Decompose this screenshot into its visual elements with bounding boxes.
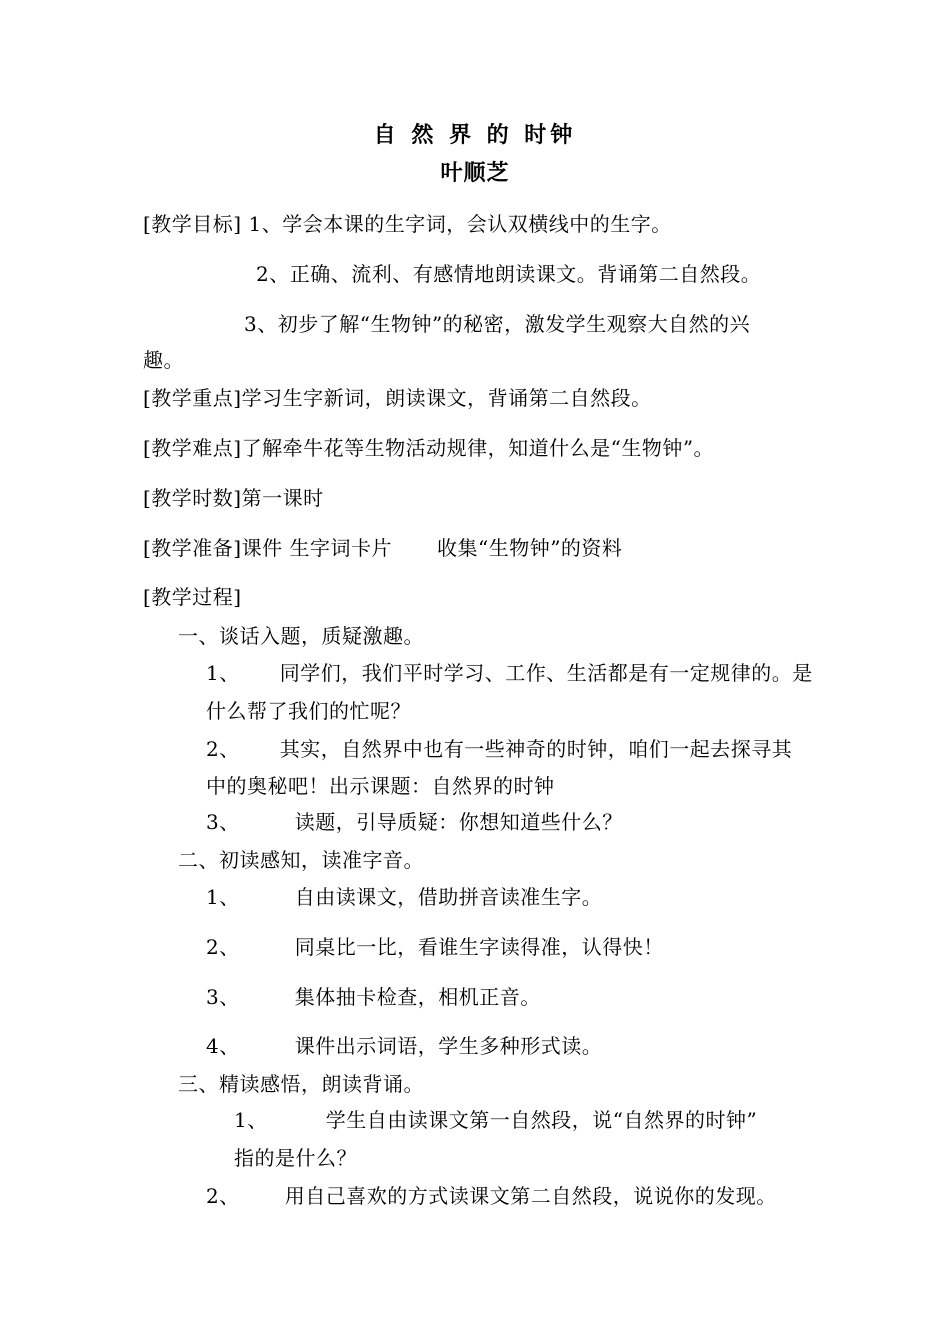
item-number: 1、 bbox=[234, 1108, 268, 1132]
item-text: 学生自由读课文第一自然段，说“自然界的时钟” bbox=[325, 1108, 758, 1132]
section-2-item-4 bbox=[206, 1032, 602, 1060]
section-1-item-1-cont: 什么帮了我们的忙呢？ bbox=[206, 699, 411, 723]
item-text: 其实，自然界中也有一些神奇的时钟，咱们一起去探寻其 bbox=[279, 737, 793, 761]
objective-item-3-line-2: 趣。 bbox=[143, 348, 184, 372]
item-number: 1、 bbox=[206, 885, 240, 909]
item-text: 同桌比一比，看谁生字读得准，认得快！ bbox=[294, 935, 664, 959]
section-2-item-1 bbox=[206, 883, 602, 911]
section-1-item-3 bbox=[206, 808, 623, 836]
preparation-label: [教学准备]课件 生字词卡片 bbox=[143, 536, 392, 560]
difficulties: [教学难点]了解牵牛花等生物活动规律，知道什么是“生物钟”。 bbox=[143, 436, 715, 460]
item-text: 用自己喜欢的方式读课文第二自然段，说说你的发现。 bbox=[284, 1184, 777, 1208]
item-number: 2、 bbox=[206, 1184, 240, 1208]
item-text: 同学们，我们平时学习、工作、生活都是有一定规律的。是 bbox=[279, 661, 813, 685]
section-3-heading: 三、精读感悟，朗读背诵。 bbox=[178, 1072, 424, 1096]
item-text: 自由读课文，借助拼音读准生字。 bbox=[294, 885, 603, 909]
key-points: [教学重点]学习生字新词，朗读课文，背诵第二自然段。 bbox=[143, 386, 652, 410]
section-3-item-1 bbox=[234, 1106, 757, 1134]
teaching-hours: [教学时数]第一课时 bbox=[143, 486, 324, 510]
process-label: [教学过程] bbox=[143, 585, 242, 609]
item-number: 1、 bbox=[206, 661, 240, 685]
section-3-item-2 bbox=[206, 1182, 777, 1210]
item-text: 课件出示词语，学生多种形式读。 bbox=[294, 1034, 603, 1058]
section-1-item-1 bbox=[206, 659, 813, 687]
preparation-extra: 收集“生物钟”的资料 bbox=[436, 536, 623, 560]
item-number: 2、 bbox=[206, 935, 240, 959]
item-number: 3、 bbox=[206, 985, 240, 1009]
section-2-heading: 二、初读感知，读准字音。 bbox=[178, 848, 424, 872]
objectives-label: [教学目标] bbox=[143, 212, 242, 236]
item-number: 2、 bbox=[206, 737, 240, 761]
document-title: 自 然 界 的 时钟 bbox=[373, 123, 577, 148]
objective-item-2: 2、正确、流利、有感情地朗读课文。背诵第二自然段。 bbox=[256, 262, 762, 286]
section-1-item-2-cont: 中的奥秘吧！出示课题：自然界的时钟 bbox=[206, 774, 555, 798]
section-2-item-3 bbox=[206, 983, 541, 1011]
section-2-item-2 bbox=[206, 933, 664, 961]
item-number: 3、 bbox=[206, 810, 240, 834]
objectives-line-1 bbox=[143, 210, 672, 238]
preparation bbox=[143, 534, 622, 562]
item-text: 集体抽卡检查，相机正音。 bbox=[294, 985, 541, 1009]
item-number: 4、 bbox=[206, 1034, 240, 1058]
objective-item-3-line-1: 3、初步了解“生物钟”的秘密，激发学生观察大自然的兴 bbox=[244, 312, 751, 336]
section-3-item-1-cont: 指的是什么？ bbox=[234, 1146, 357, 1170]
document-author: 叶顺芝 bbox=[440, 161, 510, 186]
section-1-item-2 bbox=[206, 735, 792, 763]
section-1-heading: 一、谈话入题，质疑激趣。 bbox=[178, 624, 424, 648]
objective-item-1: 1、学会本课的生字词，会认双横线中的生字。 bbox=[248, 212, 672, 236]
item-text: 读题，引导质疑：你想知道些什么？ bbox=[294, 810, 623, 834]
